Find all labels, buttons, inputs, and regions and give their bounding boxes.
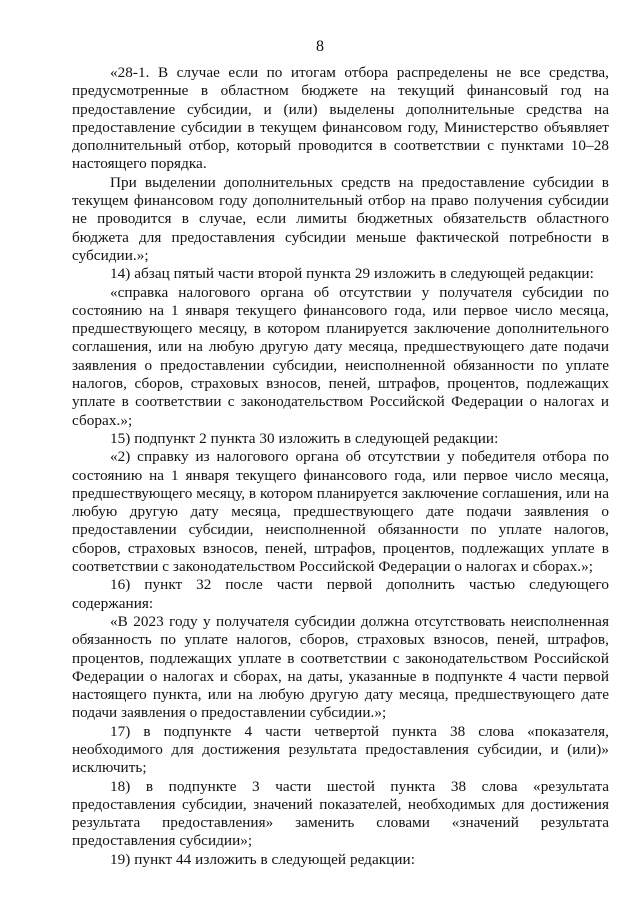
paragraph-item-19: 19) пункт 44 изложить в следующей редакции:: [110, 850, 415, 868]
paragraph-subitem-2: «2) справку из налогового органа об отсутствии у победителя отбора по состоянию на 1 января текущего финансового года, или первое число месяца, предшествующего месяцу, в котором планируется заключение соглашения, или на любую другую дату месяца, предшествующего дате подачи заявления о предоставлении субсидии, неисполненной обязанности по уплате налогов, сборов, страховых взносов, пеней, штрафов, процентов, подлежащих уплате в соответствии с законодательством Российской Федерации о налогах и сборах.»;: [72, 448, 609, 576]
paragraph-item-16: 16) пункт 32 после части первой дополнить частью следующего содержания:: [72, 576, 609, 612]
paragraph-additional-funds: При выделении дополнительных средств на предоставление субсидии в текущем финансовом году дополнительный отбор на право получения субсидии не проводится в случае, если лимиты бюджетных обязательств областного бюджета для предоставления субсидии меньше фактической потребности в субсидии.»;: [72, 173, 609, 264]
paragraph-item-15: 15) подпункт 2 пункта 30 изложить в следующей редакции:: [110, 429, 499, 447]
paragraph-item-14: 14) абзац пятый части второй пункта 29 изложить в следующей редакции:: [110, 265, 594, 283]
paragraph-28-1: «28-1. В случае если по итогам отбора распределены не все средства, предусмотренные в областном бюджете на текущий финансовый год на предоставление субсидии, и (или) выделены дополнительные средства на предоставление субсидии в текущем финансовом году, Министерство объявляет дополнительный отбор, который проводится в соответствии с пунктами 10–28 настоящего порядка.: [72, 64, 609, 173]
paragraph-tax-certificate: «справка налогового органа об отсутствии у получателя субсидии по состоянию на 1 января текущего финансового года, или первое число месяца, предшествующего месяцу, в котором планируется заключение дополнительного соглашения, или на любую другую дату месяца, предшествующего дате подачи заявления о предоставлении субсидии, неисполненной обязанности по уплате налогов, сборов, страховых взносов, пеней, штрафов, процентов, подлежащих уплате в соответствии с законодательством Российской Федерации о налогах и сборах.»;: [72, 283, 609, 429]
document-body: [72, 64, 609, 869]
paragraph-item-17: 17) в подпункте 4 части четвертой пункта 38 слова «показателя, необходимого для достижения результата предоставления субсидии, и (или)» исключить;: [72, 722, 609, 777]
paragraph-2023-requirement: «В 2023 году у получателя субсидии должна отсутствовать неисполненная обязанность по уплате налогов, сборов, страховых взносов, пеней, штрафов, процентов, подлежащих уплате в соответствии с законодательством Российской Федерации о налогах и сборах, на даты, указанные в подпункте 4 части первой настоящего пункта, или на любую другую дату месяца, предшествующего дате подачи заявления о предоставлении субсидии.»;: [72, 612, 609, 722]
paragraph-item-18: 18) в подпункте 3 части шестой пункта 38 слова «результата предоставления субсидии, значений показателей, необходимых для достижения результата предоставления» заменить словами «значений результата предоставления субсидии»;: [72, 777, 609, 850]
page-number: 8: [316, 38, 324, 55]
